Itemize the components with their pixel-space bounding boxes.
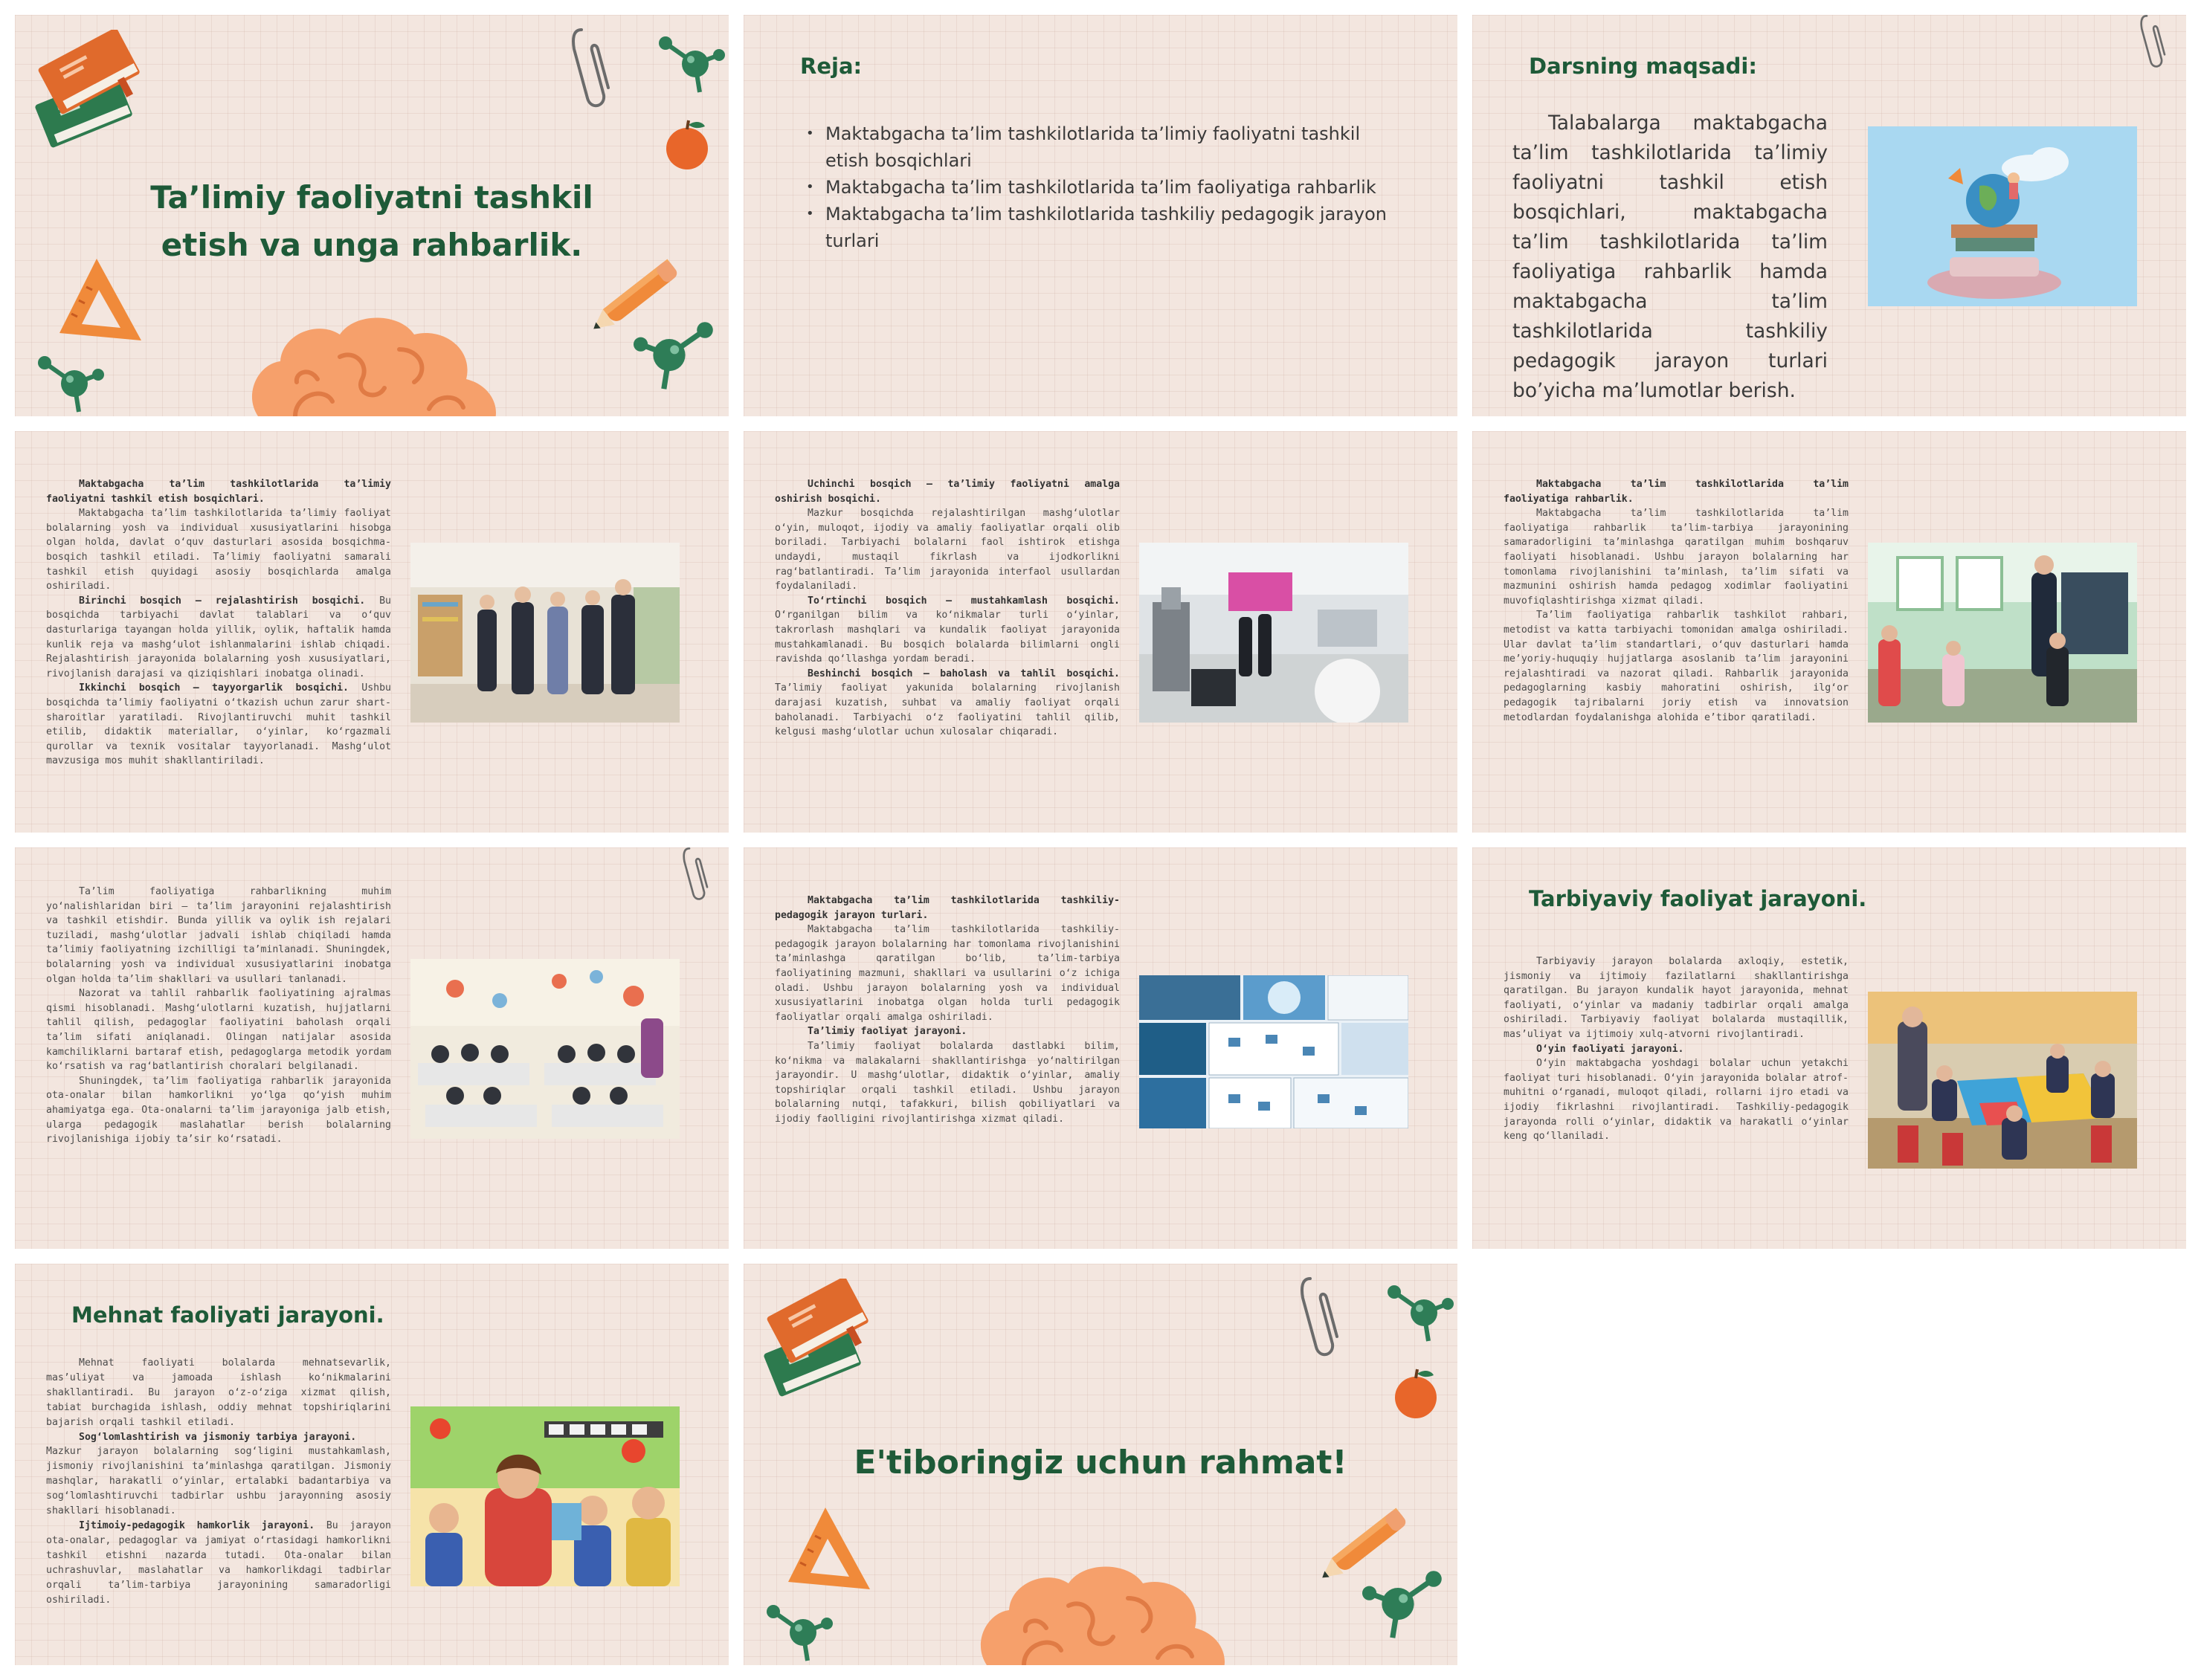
molecule-icon xyxy=(1379,1277,1454,1351)
stages-1-paragraph: Maktabgacha ta’lim tashkilotlarida ta’limiy faoliyat bolalarning yosh va individual xususiyatlarini hisobga olgan holda, davlat o‘quv dasturlari asosida bosqichma-bosqich tashkil etiladi. Ta’limiy faoliyatni samarali tashkil etish quyidagi asosiy bosqichlarda amalga oshiriladi. xyxy=(46,508,391,592)
book-stack-icon xyxy=(760,1279,871,1405)
book-stack-icon xyxy=(31,30,143,156)
social-text: Bu jarayon ota-onalar, pedagoglar va jamiyat o‘rtasidagi hamkorlikni tashkil etishni nazarda tutadi. Ota-onalar bilan uchrashuvlar, maslahatlar va hamkorlikdagi tadbirlar orqali ta’lim-tarbiya jarayonining samaradorligi oshiriladi. xyxy=(46,1519,391,1606)
thanks-title: E'tiboringiz uchun rahmat! xyxy=(854,1444,1347,1482)
stage-2-text: Ushbu bosqichda ta’limiy faoliyatni o‘tkazish uchun zarur shart-sharoitlar yaratiladi. Rivojlantiruvchi muhit tashkil etilib, didaktik materiallar, o‘yinlar, ko‘rgazmali qurollar va texnik vositalar tayyorlanadi. Mashg‘ulot mavzusiga mos muhit shakllantiriladi. xyxy=(46,682,391,767)
play-activity-text: O‘yin maktabgacha yoshdagi bolalar uchun yetakchi faoliyat turi hisoblanadi. O‘yin jarayonida bolalar atrof-muhitni o‘rganadi, muloqot qiladi, rollarni ijro etadi va ijodiy fikrlashni rivojlantiradi. Tashkiliy-pedagogik jarayonda rolli o‘yinlar, didaktik va harakatli o‘yinlar keng qo‘llaniladi. xyxy=(1504,1058,1849,1143)
stage-3-label: Uchinchi bosqich – ta’limiy faoliyatni amalga oshirish bosqichi. xyxy=(775,479,1120,505)
molecule-icon xyxy=(1362,1561,1451,1650)
labor-heading: Mehnat faoliyati jarayoni. xyxy=(71,1302,384,1328)
brain-icon xyxy=(232,305,515,416)
stages-2-text xyxy=(775,477,1120,740)
stages-1-heading: Maktabgacha ta’lim tashkilotlarida ta’limiy faoliyatni tashkil etish bosqichlari. xyxy=(46,479,391,505)
robotics-lab-image xyxy=(1139,543,1408,723)
molecule-icon xyxy=(758,1597,833,1665)
process-types-paragraph: Maktabgacha ta’lim tashkilotlarida tashkiliy-pedagogik jarayon bolalarning har tomonlama rivojlanishini ta’minlashga qaratilgan bo‘lib, ta’lim-tarbiya faoliyatining mazmuni, shakllari va usullarini o‘z ichiga oladi. Ushbu jarayon bolalarning yosh va individual xususiyatlarini inobatga olgan holda turli pedagogik faoliyatlar orqali amalga oshiriladi. xyxy=(775,924,1120,1023)
goal-heading: Darsning maqsadi: xyxy=(1529,54,1757,79)
slide-stages-1[interactable] xyxy=(15,431,729,833)
slide-stages-2[interactable] xyxy=(744,431,1457,833)
paperclip-icon xyxy=(671,847,723,904)
leadership-heading: Maktabgacha ta’lim tashkilotlarida ta’lim faoliyatiga rahbarlik. xyxy=(1504,479,1849,505)
stages-1-text xyxy=(46,477,391,769)
globe-books-image xyxy=(1868,126,2137,306)
upbringing-paragraph: Tarbiyaviy jarayon bolalarda axloqiy, estetik, jismoniy va ijtimoiy fazilatlarni shakllantirishga qaratilgan. Bu jarayon kundalik hayot jarayonida, mehnat faoliyati, o‘yinlar va madaniy tadbirlar orqali amalga oshiriladi. Tarbiyaviy faoliyat bolalarda mustaqillik, mas’uliyat va ijtimoiy xulq-atvorni rivojlantiradi. xyxy=(1504,956,1849,1040)
stage-4-label: To‘rtinchi bosqich – mustahkamlash bosqichi. xyxy=(808,595,1120,607)
kindergarten-class-image xyxy=(410,959,680,1139)
process-types-text xyxy=(775,894,1120,1127)
health-text: Mazkur jarayon bolalarning sog‘ligini mustahkamlash, jismoniy rivojlanishini ta’minlashga qaratilgan. Jismoniy mashqlar, harakatli o‘yinlar, ertalabki badantarbiya va sog‘lomlashtiruvchi tadbirlar ushbu jarayonning asosiy shakllari hisoblanadi. xyxy=(46,1446,391,1517)
molecule-icon xyxy=(634,312,723,401)
leadership-paragraph-1: Maktabgacha ta’lim tashkilotlarida ta’lim faoliyatiga rahbarlik ta’lim-tarbiya jarayonining samaradorligini ta’minlashga qaratilgan muhim boshqaruv faoliyati hisoblanadi. Ushbu jarayon bolalarning har tomonlama rivojlanishini ta’minlash, ta’lim sifati va mazmunini oshirish hamda pedagog xodimlar faoliyatini muvofiqlashtirishga xizmat qiladi. xyxy=(1504,508,1849,607)
plan-item: • Maktabgacha ta’lim tashkilotlarida tashkiliy pedagogik jarayon turlari xyxy=(803,201,1398,254)
title-line-1: Ta’limiy faoliyatni tashkil xyxy=(150,179,593,216)
paperclip-icon xyxy=(1295,1273,1347,1362)
brain-icon xyxy=(961,1554,1243,1665)
slide-title-heading xyxy=(104,174,639,269)
slide-thanks[interactable] xyxy=(744,1264,1457,1665)
slide-upbringing[interactable] xyxy=(1472,847,2186,1249)
leadership-paragraph-2: Ta’lim faoliyatiga rahbarlik tashkilot rahbari, metodist va katta tarbiyachi tomonidan amalga oshiriladi. Ular davlat ta’lim standartlari, o‘quv dasturlari hamda me’yoriy-huquqiy hujjatlarga asoslanib ta’lim jarayonini rejalashtiradi va nazorat qiladi. Rahbarlik jarayonida pedagoglarning kasbiy mahoratini oshirish, ilg‘or pedagogik tajribalarni joriy etish va innovatsion metodlardan foydalanishga alohida e’tibor qaratiladi. xyxy=(1504,610,1849,723)
apple-icon xyxy=(662,117,714,177)
slide-title[interactable] xyxy=(15,15,729,416)
stage-2-label: Ikkinchi bosqich – tayyorgarlik bosqichi. xyxy=(79,682,349,694)
molecule-icon xyxy=(651,28,725,103)
plan-list xyxy=(803,120,1398,254)
stage-4-text: O‘rganilgan bilim va ko‘nikmalar turli o‘yinlar, takrorlash mashqlari va kundalik faoliyat jarayonida mustahkamlanadi. Bu bosqich bolalarda bilimlarni ongli ravishda qo‘llashga yordam beradi. xyxy=(775,610,1120,665)
slide-leadership-2[interactable] xyxy=(15,847,729,1249)
educational-activity-label: Ta’limiy faoliyat jarayoni. xyxy=(808,1026,967,1038)
stage-5-text: Ta’limiy faoliyat yakunida bolalarning rivojlanish darajasi kuzatish, suhbat va amaliy faoliyat orqali baholanadi. Tarbiyachi o‘z faoliyatini tahlil qilib, kelgusi mashg‘ulotlar uchun xulosalar chiqaradi. xyxy=(775,682,1120,738)
children-playing-image xyxy=(1868,992,2137,1169)
slide-plan[interactable] xyxy=(744,15,1457,416)
plan-heading: Reja: xyxy=(800,54,863,79)
play-activity-label: O‘yin faoliyati jarayoni. xyxy=(1536,1043,1684,1055)
paperclip-icon xyxy=(2128,15,2180,71)
health-label: Sog‘lomlashtirish va jismoniy tarbiya jarayoni. xyxy=(79,1431,357,1443)
plan-item: • Maktabgacha ta’lim tashkilotlarida ta’limiy faoliyatni tashkil etish bosqichlari xyxy=(803,120,1398,174)
stage-1-label: Birinchi bosqich – rejalashtirish bosqichi. xyxy=(79,595,366,607)
molecule-icon xyxy=(30,348,104,416)
slide-goal[interactable] xyxy=(1472,15,2186,416)
title-line-2: etish va unga rahbarlik. xyxy=(161,227,583,263)
stage-5-label: Beshinchi bosqich – baholash va tahlil bosqichi. xyxy=(808,668,1120,679)
paperclip-icon xyxy=(567,24,619,113)
educational-activity-text: Ta’limiy faoliyat bolalarda dastlabki bilim, ko‘nikma va malakalarni shakllantirishga yo‘naltirilgan jarayondir. U mashg‘ulotlar, didaktik o‘yinlar, amaliy topshiriqlar orqali tashkil etiladi. Ushbu jarayon bolalarning nutqi, tafakkuri, bilish qobiliyatlari va ijodiy faolligini rivojlantirishga xizmat qiladi. xyxy=(775,1040,1120,1125)
leadership-2-text xyxy=(46,885,391,1147)
leadership-text xyxy=(1504,477,1849,725)
upbringing-text xyxy=(1504,954,1849,1144)
leadership-2-paragraph-2: Nazorat va tahlil rahbarlik faoliyatining ajralmas qismi hisoblanadi. Mashg‘ulotlarni kuzatish, hujjatlarni tahlil qilish, pedagoglar faoliyatini baholash orqali ta’lim sifati aniqlanadi. Olingan natijalar asosida kamchiliklarni bartaraf etish, pedagoglarga metodik yordam ko‘rsatish va rag‘batlantirish choralari belgilanadi. xyxy=(46,988,391,1073)
slide-leadership[interactable] xyxy=(1472,431,2186,833)
leadership-2-paragraph-1: Ta’lim faoliyatiga rahbarlikning muhim yo‘nalishlaridan biri – ta’lim jarayonini rejalashtirish va tashkil etishdir. Bunda yillik va oylik ish rejalari tuziladi, mashg‘ulotlar jadvali ishlab chiqiladi hamda ta’limiy faoliyatning izchilligi ta’minlanadi. Shuningdek, bolalarning yosh va individual xususiyatlarini inobatga olgan holda ta’lim shakllari va usullari tanlanadi. xyxy=(46,886,391,985)
process-types-heading: Maktabgacha ta’lim tashkilotlarida tashkiliy-pedagogik jarayon turlari. xyxy=(775,895,1120,921)
goal-text xyxy=(1512,109,1828,406)
slide-labor[interactable] xyxy=(15,1264,729,1665)
labor-paragraph: Mehnat faoliyati bolalarda mehnatsevarlik, mas’uliyat va jamoada ishlash ko‘nikmalarini shakllantiradi. Bu jarayon o‘z-o‘ziga xizmat qilish, tabiat burchagida ishlash, oddiy mehnat topshiriqlarini bajarish orqali tashkil etiladi. xyxy=(46,1357,391,1428)
stage-1-text: Bu bosqichda tarbiyachi davlat talablari va o‘quv dasturlariga tayangan holda yillik, oylik, haftalik hamda kunlik reja va mashg‘ulot ishlanmalarini ishlab chiqadi. Rejalashtirish jarayonida bolalarning yosh xususiyatlari, rivojlanish darajasi va qiziqishlari inobatga olinadi. xyxy=(46,595,391,679)
plan-item: • Maktabgacha ta’lim tashkilotlarida ta’lim faoliyatiga rahbarlik xyxy=(803,174,1398,201)
social-label: Ijtimoiy-pedagogik hamkorlik jarayoni. xyxy=(79,1519,315,1531)
labor-text xyxy=(46,1356,391,1607)
officials-visit-image xyxy=(410,543,680,723)
stage-3-text: Mazkur bosqichda rejalashtirilgan mashg‘ulotlar o‘yin, muloqot, ijodiy va amaliy faoliyatlar orqali olib boriladi. Tarbiyachi bolalarni faol ishtirok etishga undaydi, mustaqil fikrlash va ijodkorlikni rag‘batlantiradi. Ta’lim jarayonida interfaol usullardan foydalaniladi. xyxy=(775,508,1120,592)
leadership-2-paragraph-3: Shuningdek, ta’lim faoliyatiga rahbarlik jarayonida ota-onalar bilan hamkorlikni yo‘lga qo‘yish muhim ahamiyatga ega. Ota-onalarni ta’lim jarayoniga jalb etish, ularga pedagogik maslahatlar berish bolalarning rivojlanishiga ijobiy ta’sir ko‘rsatadi. xyxy=(46,1075,391,1146)
classroom-teacher-image xyxy=(1868,543,2137,723)
slide-process-types[interactable] xyxy=(744,847,1457,1249)
upbringing-heading: Tarbiyaviy faoliyat jarayoni. xyxy=(1529,886,1867,911)
goal-paragraph: Talabalarga maktabgacha ta’lim tashkilotlarida ta’limiy faoliyatni tashkil etish bosqichlari, maktabgacha ta’lim tashkilotlarida ta’lim faoliyatiga rahbarlik hamda maktabgacha ta’lim tashkilotlarida tashkiliy pedagogik jarayon turlari bo’yicha ma’lumotlar berish. xyxy=(1512,112,1828,402)
teacher-children-image xyxy=(410,1406,680,1586)
ruler-triangle-icon xyxy=(781,1500,877,1597)
network-collage-image xyxy=(1139,975,1408,1128)
apple-icon xyxy=(1390,1366,1443,1426)
